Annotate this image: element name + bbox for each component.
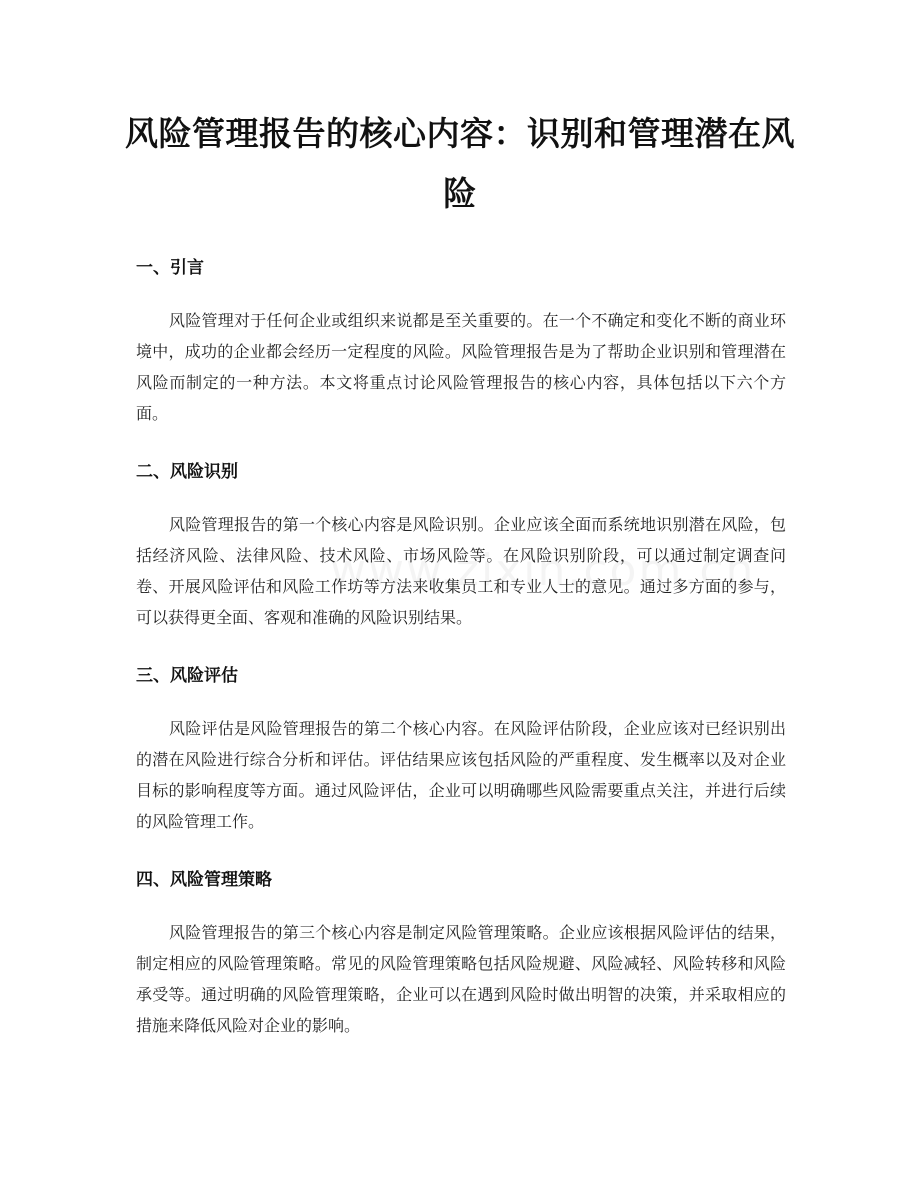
- section-paragraph: 风险管理报告的第三个核心内容是制定风险管理策略。企业应该根据风险评估的结果，制定相应的风险管理策略。常见的风险管理策略包括风险规避、风险减轻、风险转移和风险承受等。通过明确的风险管理策略，企业可以在遇到风险时做出明智的决策，并采取相应的措施来降低风险对企业的影响。: [136, 923, 786, 1035]
- section-risk-assessment: [136, 655, 786, 837]
- section-introduction: [136, 247, 786, 429]
- section-risk-identification: [136, 451, 786, 633]
- section-paragraph: 风险管理报告的第一个核心内容是风险识别。企业应该全面而系统地识别潜在风险，包括经济风险、法律风险、技术风险、市场风险等。在风险识别阶段，可以通过制定调查问卷、开展风险评估和风险工作坊等方法来收集员工和专业人士的意见。通过多方面的参与，可以获得更全面、客观和准确的风险识别结果。: [136, 515, 786, 627]
- section-heading: 二、风险识别: [136, 462, 238, 482]
- section-heading: 四、风险管理策略: [136, 870, 272, 890]
- section-paragraph: 风险评估是风险管理报告的第二个核心内容。在风险评估阶段，企业应该对已经识别出的潜在风险进行综合分析和评估。评估结果应该包括风险的严重程度、发生概率以及对企业目标的影响程度等方面。通过风险评估，企业可以明确哪些风险需要重点关注，并进行后续的风险管理工作。: [136, 719, 786, 831]
- section-heading: 三、风险评估: [136, 666, 238, 686]
- section-heading: 一、引言: [136, 258, 204, 278]
- document-content: [136, 247, 786, 1063]
- section-risk-strategy: [136, 859, 786, 1041]
- section-paragraph: 风险管理对于任何企业或组织来说都是至关重要的。在一个不确定和变化不断的商业环境中，成功的企业都会经历一定程度的风险。风险管理报告是为了帮助企业识别和管理潜在风险而制定的一种方法。本文将重点讨论风险管理报告的核心内容，具体包括以下六个方面。: [136, 311, 786, 423]
- document-title: 风险管理报告的核心内容：识别和管理潜在风险: [125, 114, 795, 213]
